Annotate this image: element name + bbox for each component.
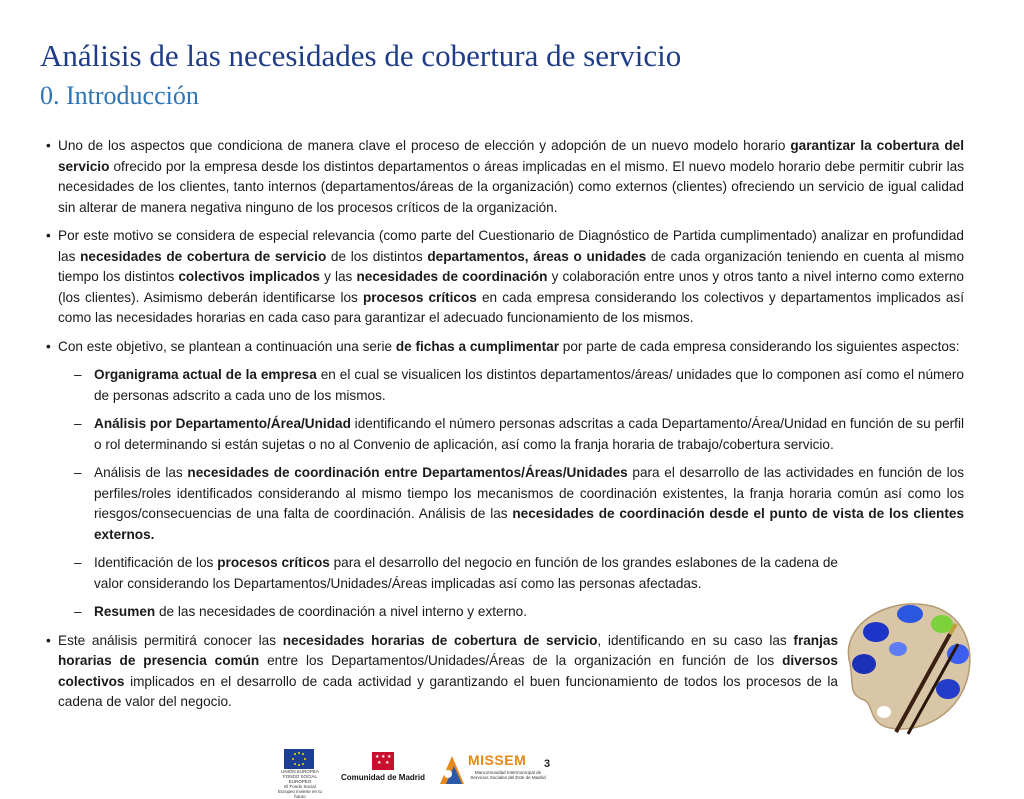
content-body: [46, 136, 964, 721]
bullet-paragraph-3: • Con este objetivo, se plantean a continuación una serie de fichas a cumplimentar por parte de cada empresa considerando los siguientes aspectos:: [46, 337, 964, 358]
eu-logo: UNIÓN EUROPEA FONDO SOCIAL EUROPEO El Fondo Social Europeo invierte en tu futuro: [276, 749, 324, 799]
bullet-paragraph-1: • Uno de los aspectos que condiciona de manera clave el proceso de elección y adopción de un nuevo modelo horario garantizar la cobertura del servicio ofrecido por la empresa desde los distintos departamentos o áreas implicadas en el mismo. El nuevo modelo horario debe permitir cubrir las necesidades de los clientes, tanto internos (departamentos/áreas de la organización) como externos (clientes) ofreciendo un servicio de igual calidad sin alterar de manera negativa ninguno de los procesos críticos de la organización.: [46, 136, 964, 218]
sub-item-coordinacion: – Análisis de las necesidades de coordinación entre Departamentos/Áreas/Unidades para el desarrollo de las actividades en función de los perfiles/roles identificados considerando al mismo tiempo los mecanismos de coordinación existentes, la franja horaria común así como los riesgos/consecuencias de una falta de coordinación. Análisis de las necesidades de coordinación desde el punto de vista de los clientes externos.: [74, 463, 964, 545]
sub-item-organigrama: – Organigrama actual de la empresa en el cual se visualicen los distintos departamentos/áreas/ unidades que lo componen así como el número de personas adscrito a cada uno de los mismos.: [74, 365, 964, 406]
dash-icon: –: [74, 416, 82, 431]
bullet-icon: •: [46, 228, 51, 243]
page-title: Análisis de las necesidades de cobertura de servicio: [40, 38, 682, 73]
paint-palette-icon: [838, 594, 978, 744]
sub-item-analisis-departamento: – Análisis por Departamento/Área/Unidad identificando el número personas adscritas a cada Departamento/Área/Unidad en función de su perfil o rol determinando si están sujetas o no al Convenio de aplicación, así como la franja horaria de trabajo/cobertura servicio.: [74, 414, 964, 455]
bullet-icon: •: [46, 138, 51, 153]
dash-icon: –: [74, 465, 82, 480]
missem-emblem-icon: [438, 752, 468, 788]
page-subtitle: 0. Introducción: [40, 81, 199, 110]
dash-icon: –: [74, 555, 82, 570]
page-number: 3: [544, 758, 551, 770]
dash-icon: –: [74, 604, 82, 619]
comunidad-madrid-logo: ★ ★ ★ ★ ★ Comunidad de Madrid: [341, 754, 425, 782]
sub-item-procesos-criticos: – Identificación de los procesos críticos para el desarrollo del negocio en función de los grandes eslabones de la cadena de valor considerando los Departamentos/Unidades/Áreas implicadas así como las personas afectadas.: [74, 553, 838, 594]
bullet-icon: •: [46, 338, 51, 354]
dash-icon: –: [74, 367, 82, 382]
bullet-icon: •: [46, 632, 51, 648]
bullet-paragraph-4: • Este análisis permitirá conocer las necesidades horarias de cobertura de servicio, identificando en su caso las franjas horarias de presencia común entre los Departamentos/Unidades/Áreas de la organización en función de los diversos colectivos implicados en el desarrollo de cada actividad y garantizando el buen funcionamiento de todos los procesos de la cadena de valor del negocio.: [46, 631, 838, 713]
missem-logo: MISSEM Mancomunidad Intermunicipal de Servicios Sociales del Este de Madrid: [438, 752, 548, 790]
eu-flag-icon: [284, 749, 314, 769]
madrid-flag-icon: ★ ★ ★ ★ ★: [372, 752, 394, 770]
bullet-paragraph-2: • Por este motivo se considera de especial relevancia (como parte del Cuestionario de Diagnóstico de Partida cumplimentado) analizar en profundidad las necesidades de cobertura de servicio de los distintos departamentos, áreas o unidades de cada organización teniendo en cuenta al mismo tiempo los distintos colectivos implicados y las necesidades de coordinación y colaboración entre unos y otros tanto a nivel interno como externo (los clientes). Asimismo deberán identificarse los procesos críticos en cada empresa considerando los colectivos y departamentos implicados así como las necesidades horarias en cada caso para garantizar el adecuado funcionamiento de los mismos.: [46, 226, 964, 329]
sub-item-resumen: – Resumen de las necesidades de coordinación a nivel interno y externo.: [74, 602, 838, 623]
